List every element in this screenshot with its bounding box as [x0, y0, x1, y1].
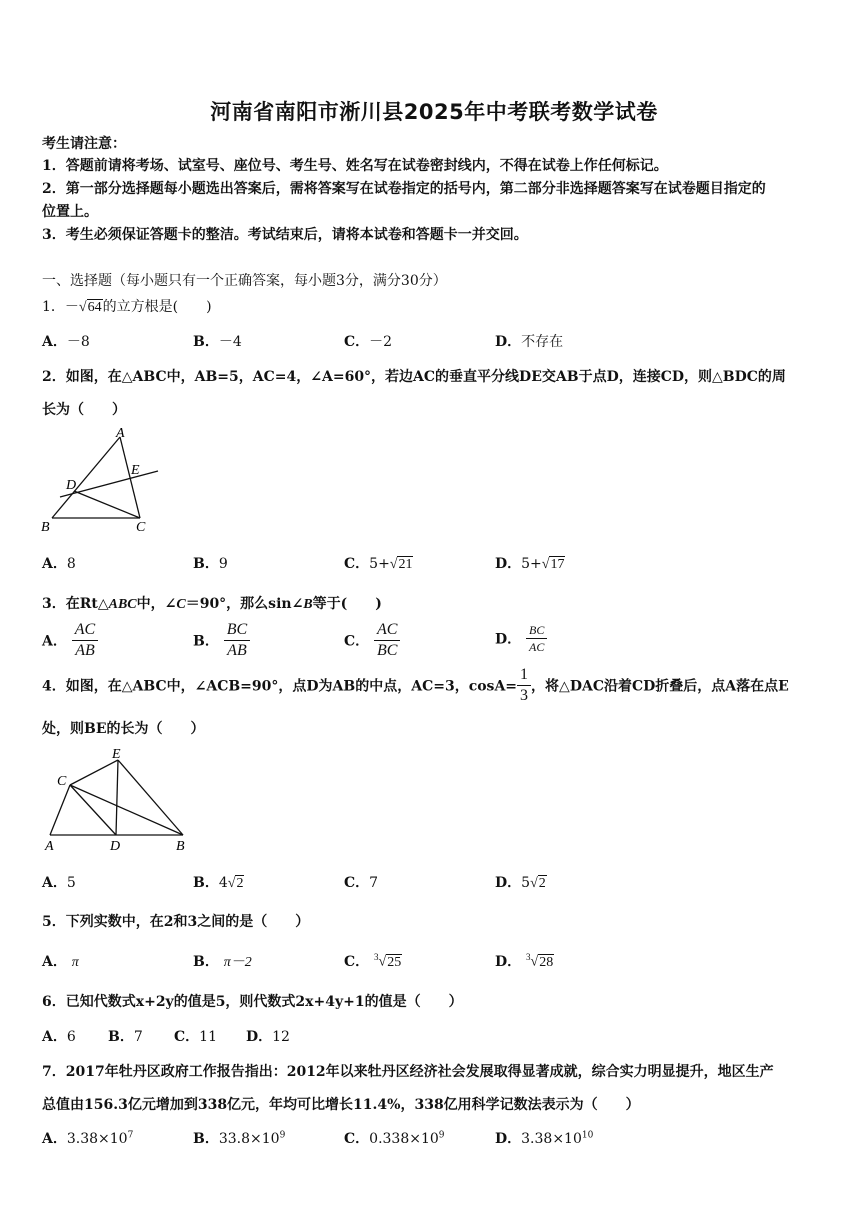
q2-option-a[interactable]: A．8 — [42, 556, 76, 572]
question-4-line-2: 处，则BE的长为（ ） — [42, 721, 205, 737]
q5-option-c[interactable]: C． $^3$√25 — [344, 952, 402, 970]
q6-option-d[interactable]: D．12 — [246, 1029, 290, 1045]
sqrt-symbol: √21 — [389, 557, 413, 572]
q4-option-c[interactable]: C．7 — [344, 875, 379, 891]
q1-option-a[interactable]: A．－8 — [42, 334, 90, 350]
question-3-stem: 3．在Rt△ABC中，∠C＝90°，那么sin∠B等于( ) — [42, 596, 382, 612]
q7-option-a[interactable]: A．$3.38\times 10^7$ — [42, 1130, 134, 1147]
question-4-line-1: 4．如图，在△ABC中，∠ACB=90°，点D为AB的中点，AC=3，cosA= $\frac{1}{3}$ ，将△DAC沿着CD折叠后，点A落在点E — [42, 666, 789, 704]
notice-item-2: 2．第一部分选择题每小题选出答案后，需将答案写在试卷指定的括号内，第二部分非选择题答案写在试卷题目指定的 — [42, 181, 766, 197]
question-6-stem: 6．已知代数式x+2y的值是5，则代数式2x+4y+1的值是（ ） — [42, 994, 463, 1010]
q1-option-d[interactable]: D．不存在 — [495, 334, 564, 350]
q3-option-c[interactable]: C． $\frac{AC}{BC}$ — [344, 620, 400, 661]
q7-option-c[interactable]: C．$0.338\times 10^9$ — [344, 1130, 445, 1147]
q5-option-d[interactable]: D． $^3$√28 — [495, 952, 554, 970]
label-a: A — [116, 426, 125, 441]
q5-option-b[interactable]: B． π－2 — [193, 954, 252, 970]
triangle-figure-q2 — [38, 425, 163, 537]
label-c: C — [136, 520, 146, 535]
q3-option-b[interactable]: B． $\frac{BC}{AB}$ — [193, 620, 250, 661]
q6-option-a[interactable]: A．6 — [42, 1029, 76, 1045]
label-b: B — [41, 520, 50, 535]
sqrt-symbol: √2 — [530, 876, 546, 891]
question-2-line-2: 长为（ ） — [42, 402, 126, 418]
notice-item-1: 1．答题前请将考场、试室号、座位号、考生号、姓名写在试卷密封线内，不得在试卷上作任何标记。 — [42, 158, 668, 174]
question-2-line-1: 2．如图，在△ABC中，AB=5，AC=4，∠A=60°，若边AC的垂直平分线DE交AB于点D，连接CD，则△BDC的周 — [42, 369, 786, 385]
notice-heading: 考生请注意： — [42, 136, 126, 152]
q3-option-a[interactable]: A． $\frac{AC}{AB}$ — [42, 620, 98, 661]
q4-option-a[interactable]: A．5 — [42, 875, 76, 891]
q3-option-d[interactable]: D． $\frac{BC}{AC}$ — [495, 622, 547, 655]
label-a: A — [45, 839, 54, 854]
q6-option-c[interactable]: C．11 — [174, 1029, 217, 1045]
section-heading: 一、选择题（每小题只有一个正确答案，每小题3分，满分30分） — [42, 273, 447, 289]
q1-option-c[interactable]: C．－2 — [344, 334, 393, 350]
triangle-figure-q4 — [40, 744, 190, 854]
q7-option-d[interactable]: D．$3.38\times 10^{10}$ — [495, 1130, 594, 1147]
q2-option-d[interactable]: D．5+√17 — [495, 556, 565, 572]
label-c: C — [57, 774, 67, 789]
question-1-stem: 1．－√64的立方根是( ) — [42, 299, 212, 315]
q4-option-d[interactable]: D．5√2 — [495, 875, 546, 891]
q2-option-c[interactable]: C．5+√21 — [344, 556, 413, 572]
q5-option-a[interactable]: A． π — [42, 954, 79, 970]
question-5-stem: 5．下列实数中，在2和3之间的是（ ） — [42, 914, 310, 930]
cube-root-symbol: $^3$√25 — [374, 952, 402, 970]
label-e: E — [112, 747, 121, 762]
sqrt-symbol: √64 — [78, 300, 102, 315]
question-7-line-1: 7．2017年牡丹区政府工作报告指出：2012年以来牡丹区经济社会发展取得显著成就，综合实力明显提升，地区生产 — [42, 1064, 774, 1080]
q7-option-b[interactable]: B．$33.8\times 10^9$ — [193, 1130, 286, 1147]
label-b: B — [176, 839, 185, 854]
q1-option-b[interactable]: B．－4 — [193, 334, 242, 350]
sqrt-symbol: √17 — [541, 557, 565, 572]
label-d: D — [66, 478, 77, 493]
label-d: D — [110, 839, 121, 854]
q4-option-b[interactable]: B．4√2 — [193, 875, 244, 891]
q2-option-b[interactable]: B．9 — [193, 556, 228, 572]
sqrt-symbol: √2 — [227, 876, 244, 891]
q6-option-b[interactable]: B．7 — [108, 1029, 143, 1045]
question-7-line-2: 总值由156.3亿元增加到338亿元，年均可比增长11.4%，338亿用科学记数法表示为（ ） — [42, 1097, 640, 1113]
cube-root-symbol: $^3$√28 — [526, 952, 554, 970]
label-e: E — [131, 463, 140, 478]
notice-item-3: 3．考生必须保证答题卡的整洁。考试结束后，请将本试卷和答题卡一并交回。 — [42, 227, 528, 243]
notice-item-2-cont: 位置上。 — [42, 204, 98, 220]
page-title: 河南省南阳市淅川县2025年中考联考数学试卷 — [210, 100, 658, 124]
